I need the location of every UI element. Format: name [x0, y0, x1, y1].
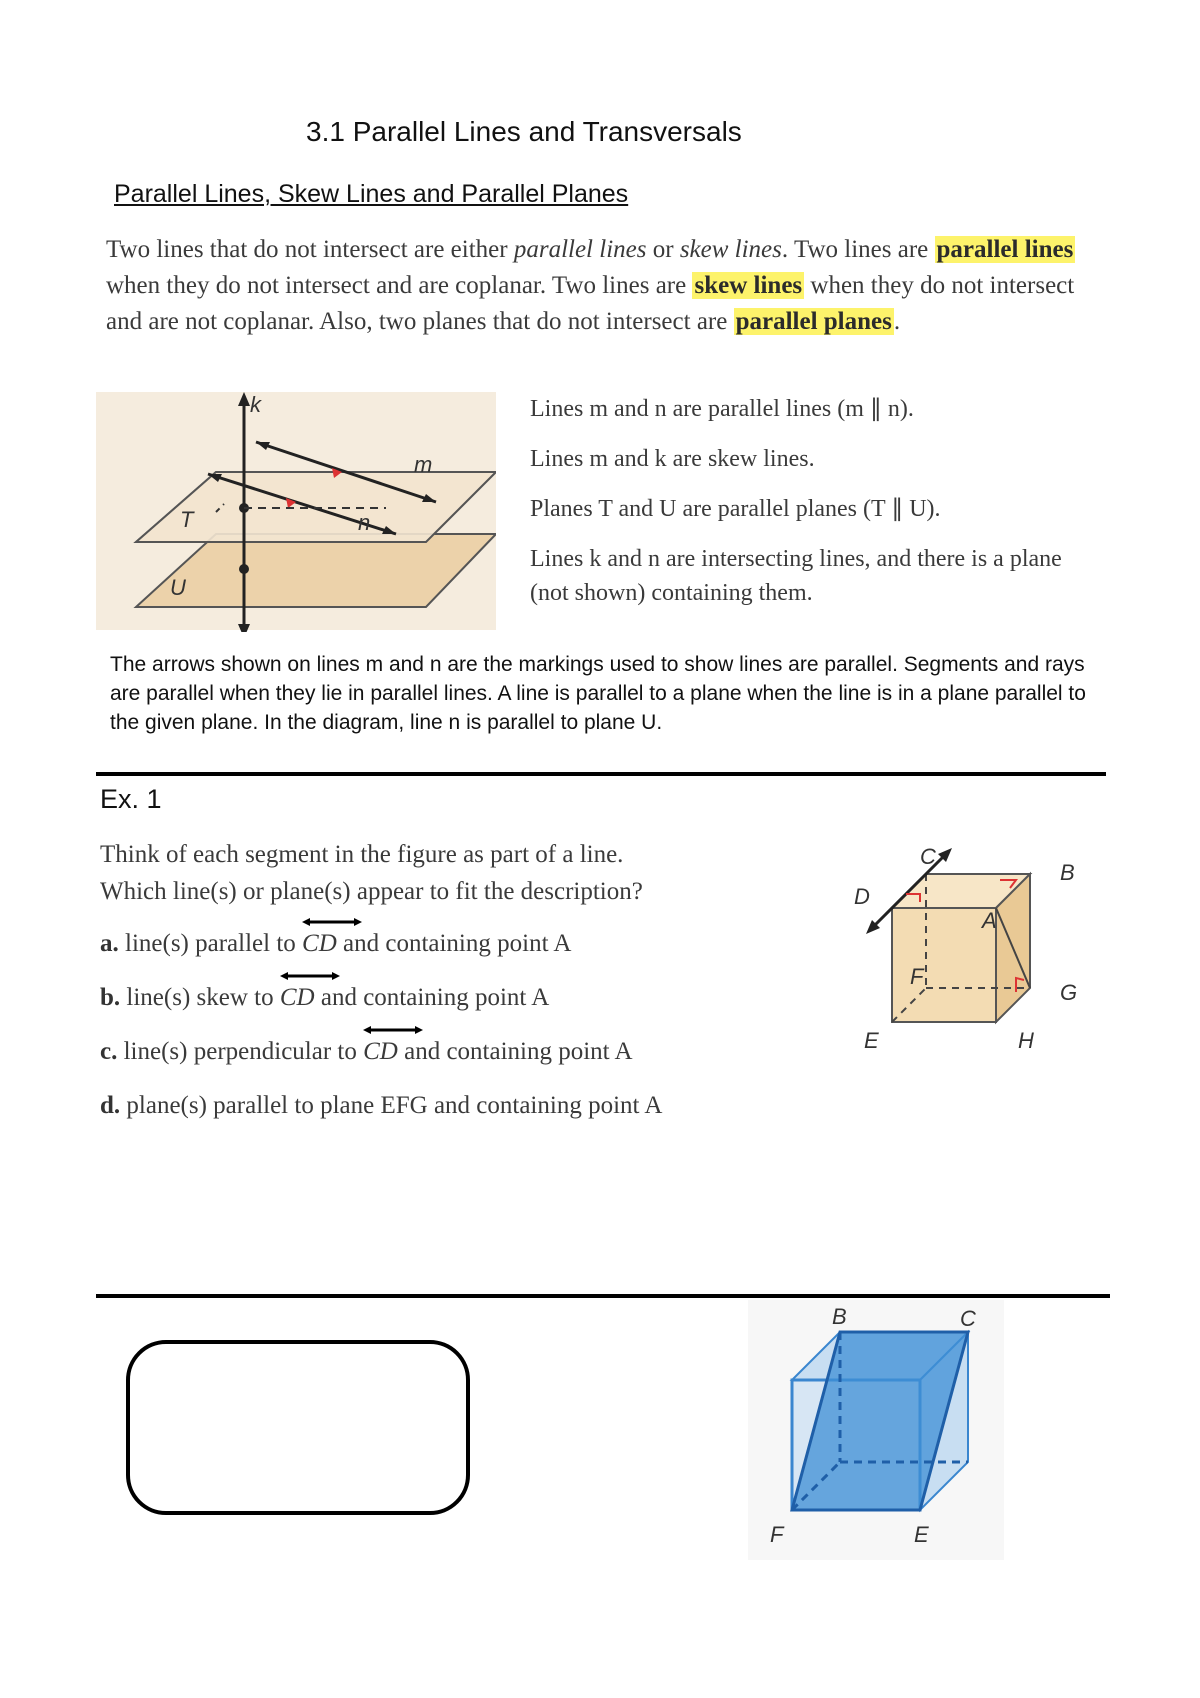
double-arrow-icon: [363, 1026, 423, 1034]
arrow-m-1: [256, 442, 270, 450]
highlight-parallel-lines: parallel lines: [936, 236, 1074, 263]
question-c: [100, 1038, 633, 1066]
label-F: F: [910, 964, 924, 989]
intro-text: when they do not intersect and are coplanar. Two lines are: [106, 272, 693, 299]
question-letter: d.: [100, 1092, 121, 1119]
question-a: [100, 930, 571, 958]
label-n: n: [358, 510, 371, 535]
question-text: plane(s) parallel to plane EFG and containing point A: [120, 1092, 663, 1119]
line-cd: [280, 984, 315, 1012]
page-title: 3.1 Parallel Lines and Transversals: [306, 116, 742, 147]
label-H: H: [1018, 1028, 1034, 1050]
label-B: B: [832, 1304, 847, 1329]
label-T: T: [180, 507, 194, 532]
fact-2: Lines m and k are skew lines.: [530, 446, 815, 472]
explanation-paragraph: The arrows shown on lines m and n are the markings used to show lines are parallel. Segments and rays are parallel when they lie in parallel lines. A line is parallel to a plane when the line is in a plane parallel to the given plane. In the diagram, line n is parallel to plane U.: [110, 653, 1086, 734]
label-C: C: [960, 1306, 976, 1331]
question-letter: c.: [100, 1038, 118, 1065]
question-d: [100, 1092, 662, 1120]
plane-U: [136, 534, 496, 607]
parallel-planes-figure: [96, 392, 496, 632]
fact-3: Planes T and U are parallel planes (T ∥ U).: [530, 496, 941, 522]
highlight-skew-lines: skew lines: [694, 272, 803, 299]
label-A: A: [982, 908, 997, 933]
line-cd: [363, 1038, 398, 1066]
section-heading: Parallel Lines, Skew Lines and Parallel Planes: [114, 180, 629, 208]
label-C: C: [920, 844, 936, 869]
prompt-line-2: Which line(s) or plane(s) appear to fit the description?: [100, 878, 643, 905]
label-U: U: [170, 575, 186, 600]
label-D: D: [854, 884, 870, 909]
label-F: F: [770, 1522, 784, 1547]
label-E: E: [864, 1028, 879, 1050]
question-text: line(s) skew to: [120, 984, 280, 1011]
arrow-k-up: [238, 392, 250, 406]
intro-text: when they do not intersect and are not coplanar. Also, two planes that do not intersect are: [106, 272, 1075, 335]
question-text: and containing point A: [336, 930, 572, 957]
question-b: [100, 984, 549, 1012]
fact-4: Lines k and n are intersecting lines, and there is a plane (not shown) containing them.: [530, 546, 1062, 606]
question-text: line(s) perpendicular to: [117, 1038, 364, 1065]
term-parallel-lines: parallel lines: [513, 236, 647, 263]
example-prompt: [100, 836, 840, 910]
intro-text: Two lines that do not intersect are either: [106, 236, 514, 263]
cube-front-face: [892, 908, 996, 1022]
blue-cube-figure: [748, 1296, 1008, 1556]
divider: [96, 772, 1106, 776]
intro-text: . Two lines are: [781, 236, 935, 263]
point-k-U: [239, 564, 249, 574]
term-skew-lines: skew lines: [679, 236, 782, 263]
label-E: E: [914, 1522, 929, 1547]
fact-1: Lines m and n are parallel lines (m ∥ n).: [530, 396, 914, 422]
question-text: and containing point A: [397, 1038, 633, 1065]
double-arrow-icon: [302, 918, 362, 926]
intro-paragraph: [106, 232, 1086, 340]
cube-figure: [850, 840, 1090, 1050]
arrow-k-down: [238, 624, 250, 632]
label-k: k: [250, 392, 261, 417]
line-name: CD: [279, 984, 315, 1011]
figure-facts: [530, 392, 1090, 626]
intro-text: .: [893, 308, 901, 335]
intro-text: or: [646, 236, 680, 263]
highlight-parallel-planes: parallel planes: [735, 308, 892, 335]
line-name: CD: [302, 930, 337, 957]
prompt-line-1: Think of each segment in the figure as part of a line.: [100, 841, 624, 868]
label-m: m: [414, 452, 433, 477]
question-text: and containing point A: [314, 984, 550, 1011]
question-text: line(s) parallel to: [118, 930, 303, 957]
line-name: CD: [363, 1038, 398, 1065]
label-B: B: [1060, 860, 1075, 885]
question-letter: b.: [100, 984, 121, 1011]
answer-box: [126, 1340, 470, 1515]
question-letter: a.: [100, 930, 119, 957]
label-G: G: [1060, 980, 1078, 1005]
example-label: Ex. 1: [100, 784, 162, 814]
line-cd: [302, 930, 337, 958]
double-arrow-icon: [280, 972, 340, 980]
